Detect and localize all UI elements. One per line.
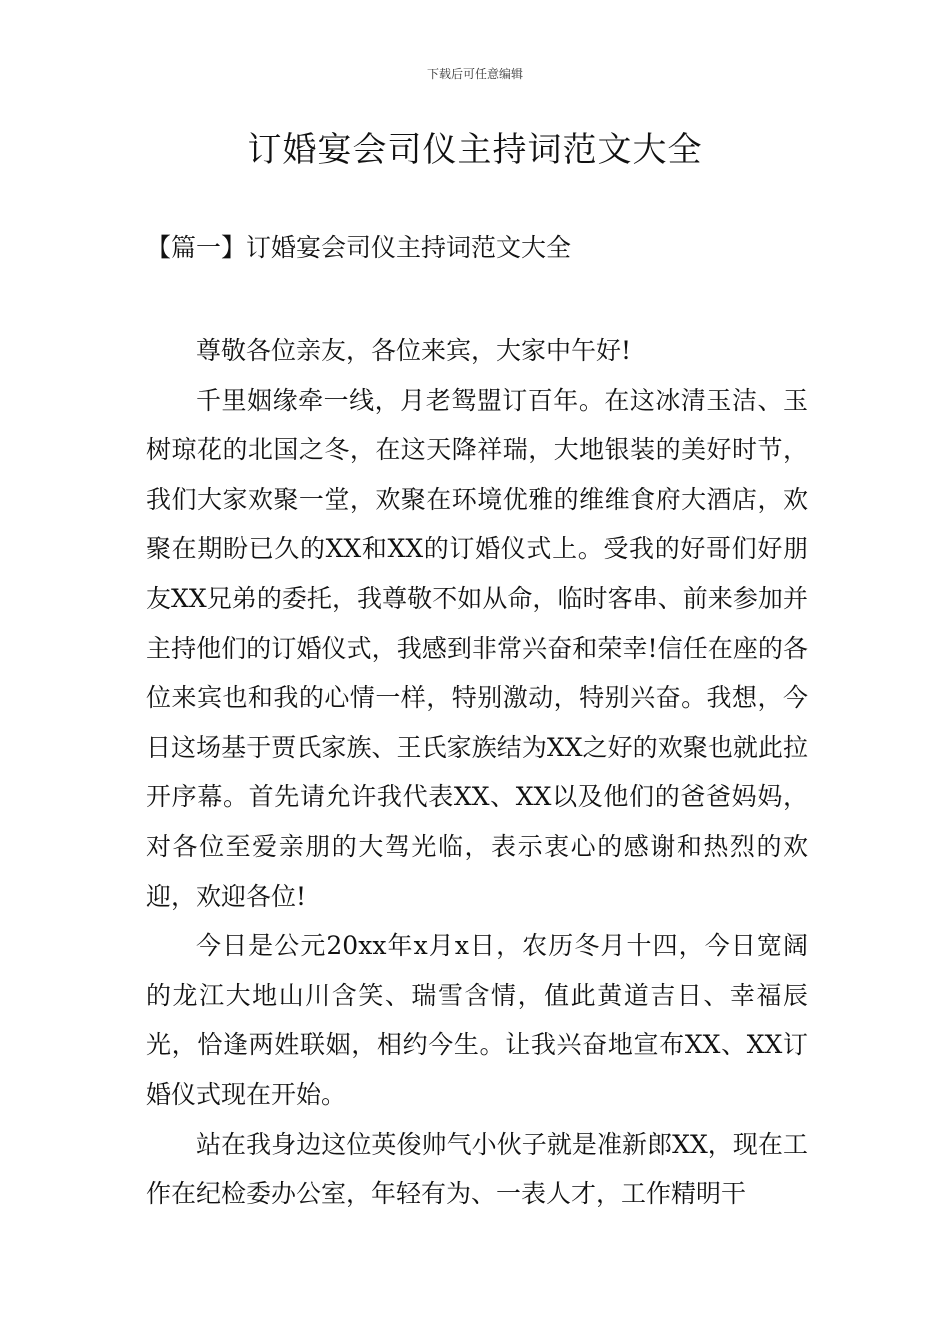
document-title: 订婚宴会司仪主持词范文大全 — [247, 130, 703, 170]
paragraph-announcement: 今日是公元20xx年x月x日，农历冬月十四，今日宽阔的龙江大地山川含笑、瑞雪含情，值此黄道吉日、幸福辰光，恰逢两姓联姻，相约今生。让我兴奋地宣布XX、XX订婚仪式现在开始。 — [146, 931, 808, 1109]
paragraph-groom-intro: 站在我身边这位英俊帅气小伙子就是准新郎XX，现在工作在纪检委办公室，年轻有为、一表人才，工作精明干 — [146, 1129, 808, 1209]
section-heading: 【篇一】订婚宴会司仪主持词范文大全 — [146, 233, 572, 262]
body-text — [146, 326, 808, 1219]
paragraph-opening: 千里姻缘牵一线，月老鸳盟订百年。在这冰清玉洁、玉树琼花的北国之冬，在这天降祥瑞，大地银装的美好时节，我们大家欢聚一堂，欢聚在环境优雅的维维食府大酒店，欢聚在期盼已久的XX和XX的订婚仪式上。受我的好哥们好朋友XX兄弟的委托，我尊敬不如从命，临时客串、前来参加并主持他们的订婚仪式，我感到非常兴奋和荣幸!信任在座的各位来宾也和我的心情一样，特别激动，特别兴奋。我想，今日这场基于贾氏家族、王氏家族结为XX之好的欢聚也就此拉开序幕。首先请允许我代表XX、XX以及他们的爸爸妈妈，对各位至爱亲朋的大驾光临，表示衷心的感谢和热烈的欢迎，欢迎各位! — [146, 385, 808, 911]
header-note: 下载后可任意编辑 — [426, 67, 523, 81]
paragraph-greeting: 尊敬各位亲友，各位来宾，大家中午好! — [196, 336, 632, 365]
